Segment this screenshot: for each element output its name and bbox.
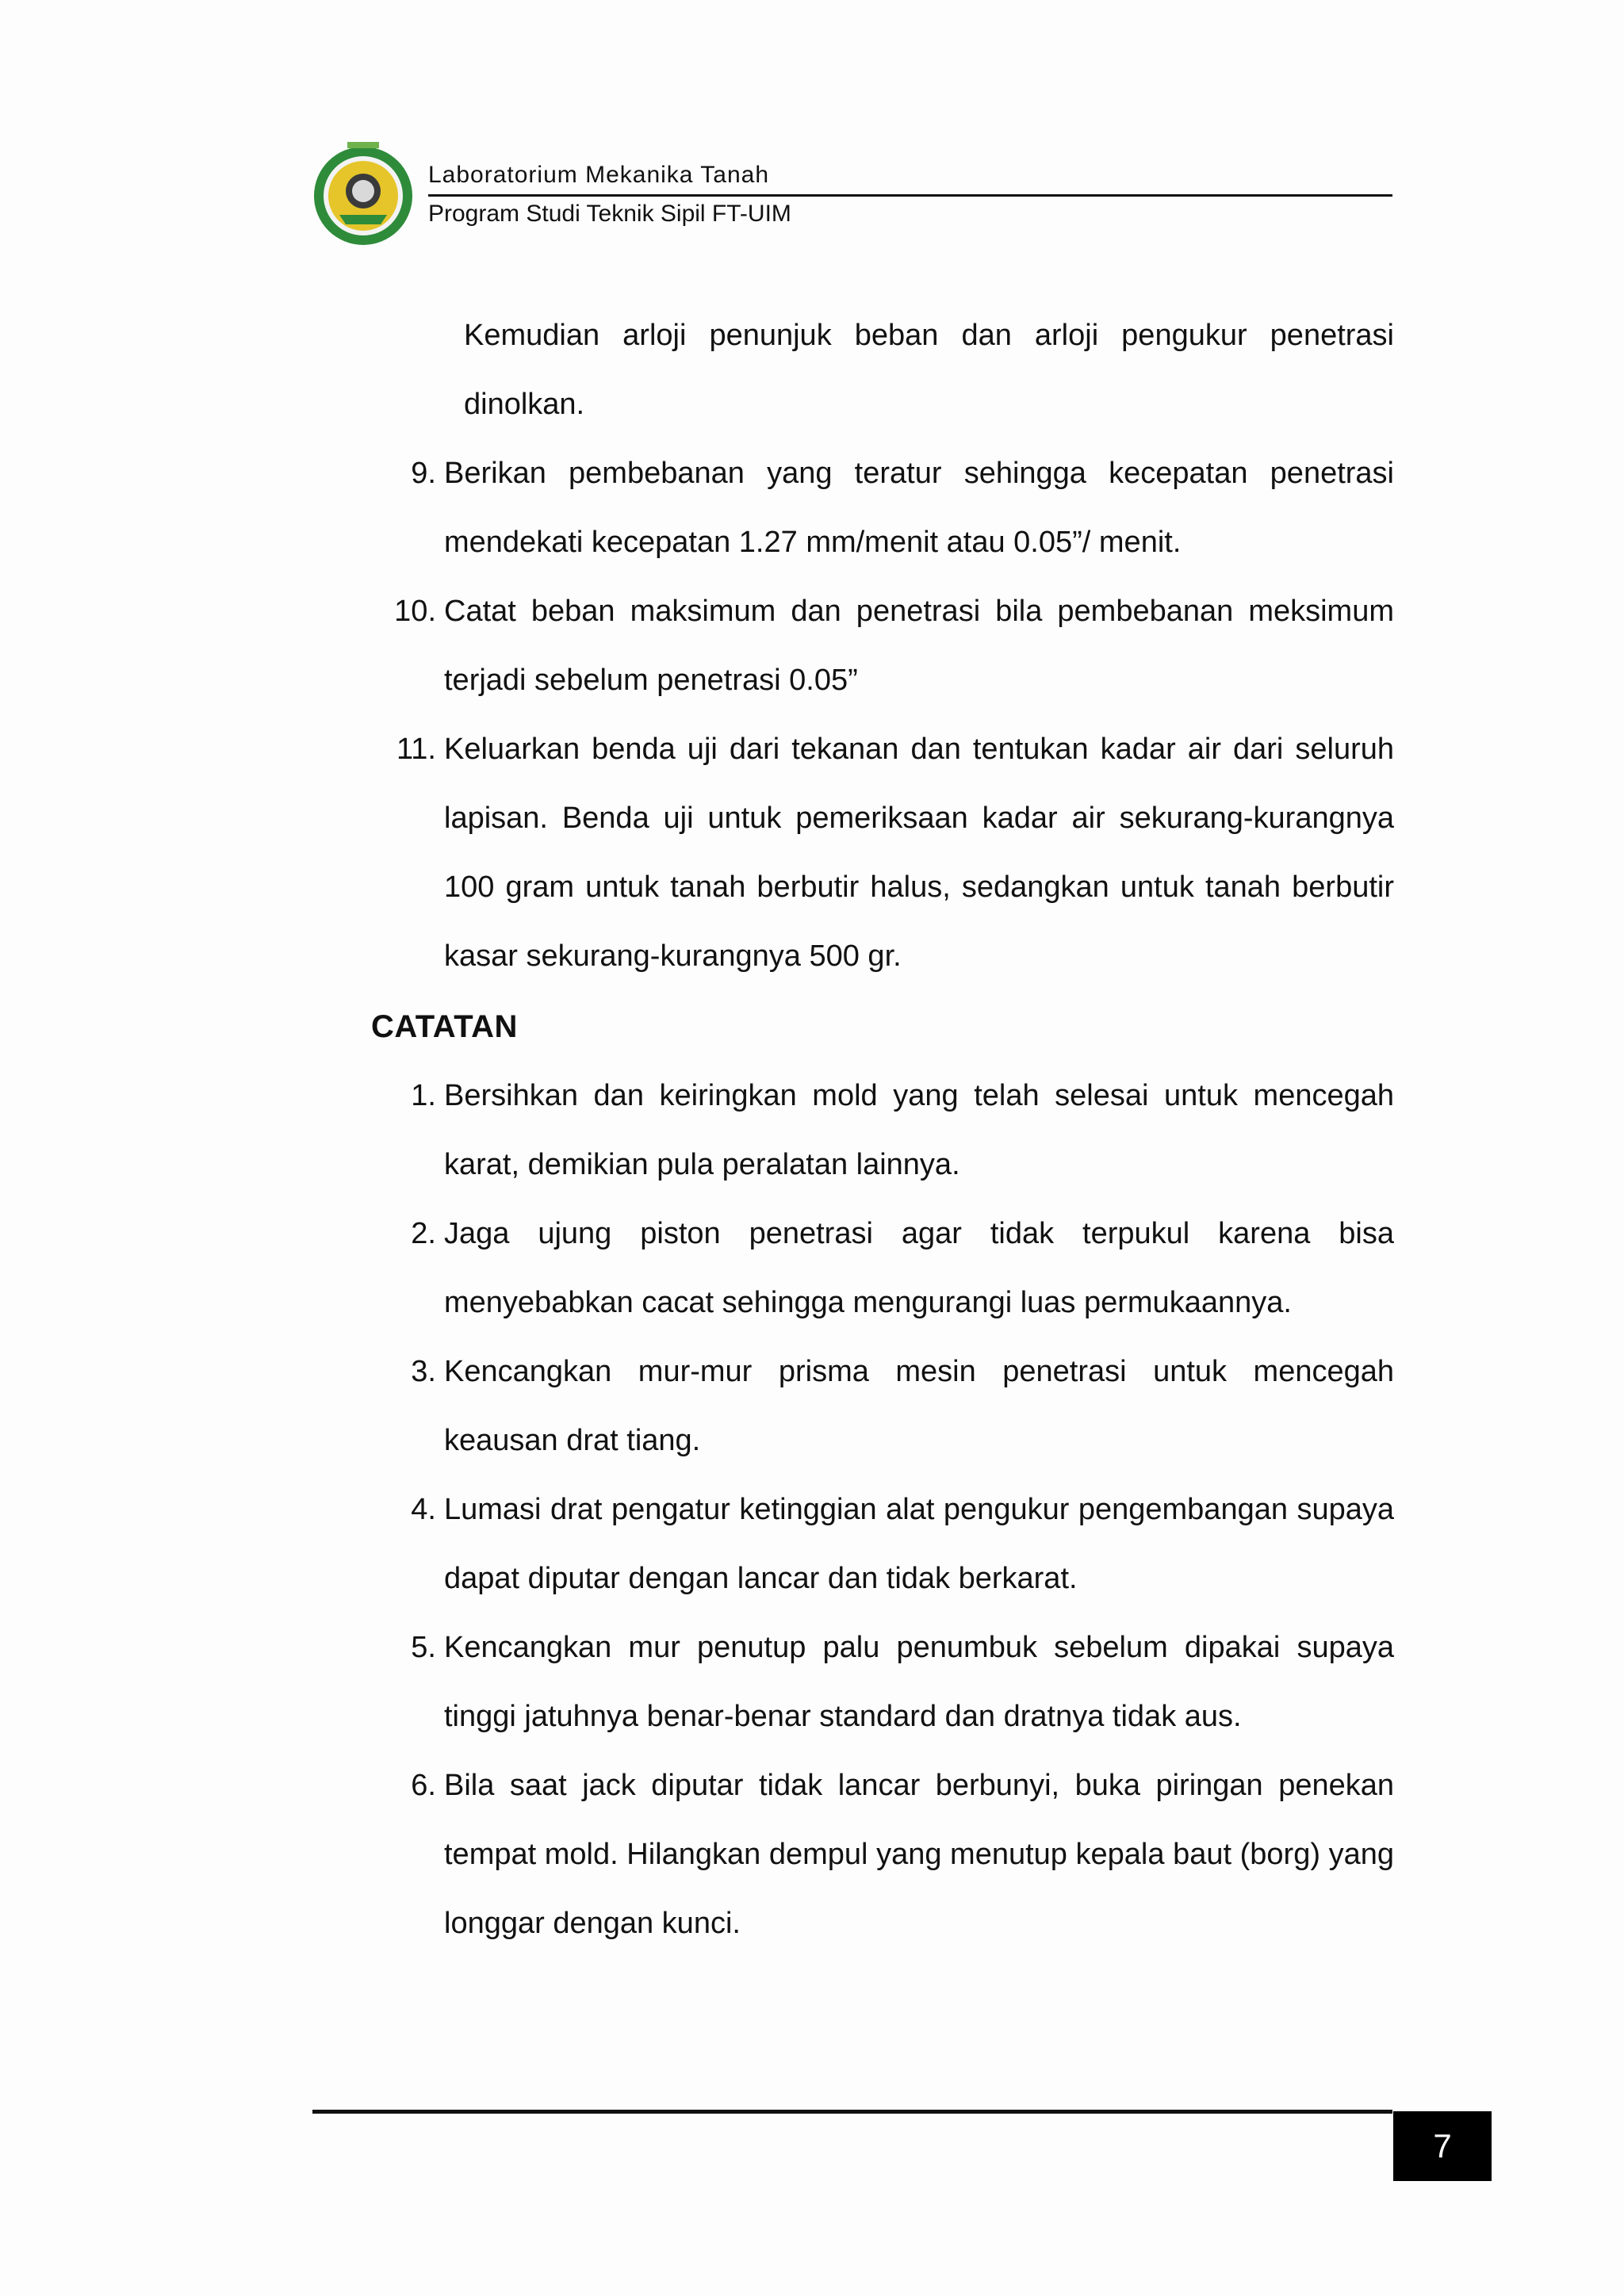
item-number: 2. [411,1217,436,1250]
item-number: 6. [411,1769,436,1802]
page-number: 7 [1393,2111,1492,2181]
item-text: Lumasi drat pengatur ketinggian alat pengukur pengembangan supaya dapat diputar dengan lancar dan tidak berkarat. [444,1493,1394,1595]
item-number: 3. [411,1355,436,1388]
list-item [373,439,1394,577]
list-item [373,1613,1394,1751]
item-text: Bila saat jack diputar tidak lancar berbunyi, buka piringan penekan tempat mold. Hilangkan dempul yang menutup kepala baut (borg) yang longgar dengan kunci. [444,1769,1394,1940]
list-item [373,1062,1394,1200]
item-text: Catat beban maksimum dan penetrasi bila pembebanan meksimum terjadi sebelum penetrasi 0.05” [444,595,1394,697]
footer-rule [312,2110,1392,2114]
item-text: Keluarkan benda uji dari tekanan dan tentukan kadar air dari seluruh lapisan. Benda uji untuk pemeriksaan kadar air sekurang-kurangnya 100 gram untuk tanah berbutir halus, sedangkan untuk tanah berbutir kasar sekurang-kurangnya 500 gr. [444,733,1394,973]
procedure-list [373,439,1394,991]
header-rule [428,194,1392,197]
item-number: 5. [411,1631,436,1664]
item-text: Berikan pembebanan yang teratur sehingga kecepatan penetrasi mendekati kecepatan 1.27 mm/menit atau 0.05”/ menit. [444,457,1394,559]
item-number: 10. [394,595,436,628]
item-text: Kencangkan mur-mur prisma mesin penetrasi untuk mencegah keausan drat tiang. [444,1355,1394,1457]
list-item [373,1200,1394,1337]
item-text: Jaga ujung piston penetrasi agar tidak terpukul karena bisa menyebabkan cacat sehingga mengurangi luas permukaannya. [444,1217,1394,1319]
item-text: Bersihkan dan keiringkan mold yang telah selesai untuk mencegah karat, demikian pula peralatan lainnya. [444,1079,1394,1181]
header-text-block [428,161,1392,228]
program-name: Program Studi Teknik Sipil FT-UIM [428,201,791,227]
university-logo-icon [308,139,419,250]
intro-continuation [464,301,1394,439]
list-item [373,1337,1394,1475]
list-item [373,577,1394,715]
item-number: 1. [411,1079,436,1112]
intro-text: Kemudian arloji penunjuk beban dan arloji pengukur penetrasi dinolkan. [464,319,1394,421]
list-item [373,1475,1394,1613]
list-item [373,1751,1394,1958]
notes-heading: CATATAN [371,1009,518,1044]
item-number: 11. [396,733,436,766]
page-body [373,301,1394,1958]
item-text: Kencangkan mur penutup palu penumbuk sebelum dipakai supaya tinggi jatuhnya benar-benar standard dan dratnya tidak aus. [444,1631,1394,1733]
notes-list [373,1062,1394,1958]
lab-name: Laboratorium Mekanika Tanah [428,162,770,188]
list-item [373,715,1394,991]
page-header [308,139,1392,250]
item-number: 4. [411,1493,436,1526]
item-number: 9. [411,457,436,490]
